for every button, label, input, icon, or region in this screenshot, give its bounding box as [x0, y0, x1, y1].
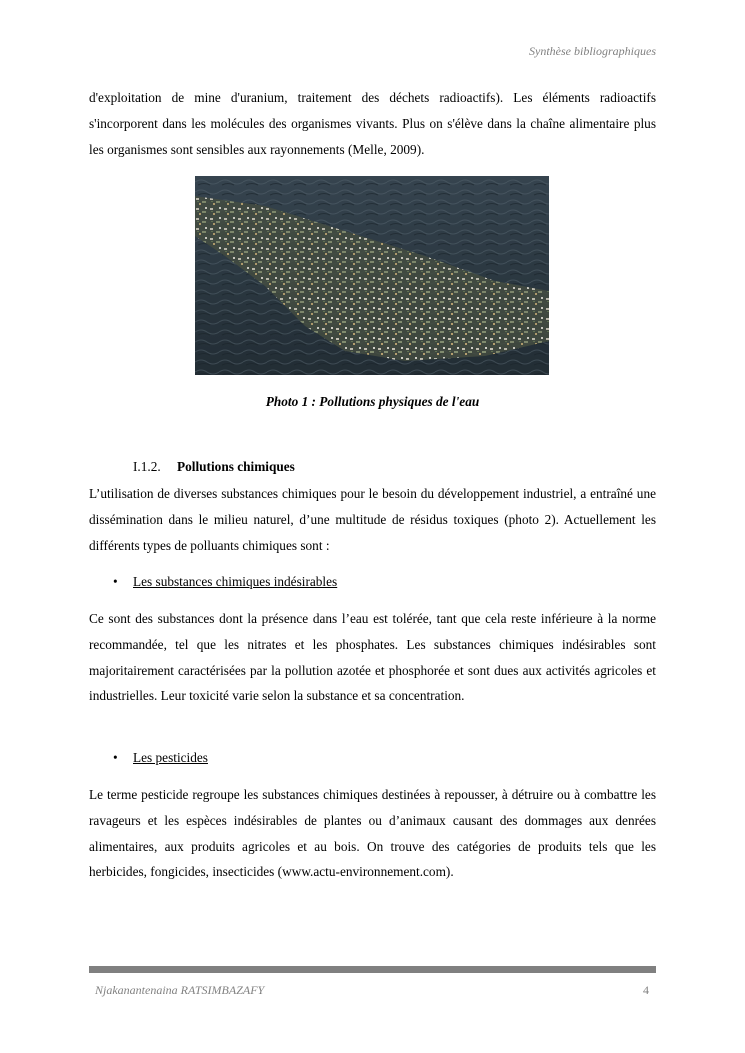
- bullet-item: [113, 750, 208, 766]
- bullet-marker: •: [113, 574, 118, 589]
- item-paragraph: Le terme pesticide regroupe les substances chimiques destinées à repousser, à détruire ou à combattre les ravageurs et les espèces indésirables de plantes ou d’animaux causant des dommages aux denrées alimentaires, aux produits agricoles et au bois. On trouve des catégories de produits tels que les herbicides, fongicides, insecticides (www.actu-environnement.com).: [89, 787, 656, 880]
- bullet-label: Les substances chimiques indésirables: [133, 574, 338, 589]
- footer-author: Njakanantenaina RATSIMBAZAFY: [95, 983, 265, 997]
- section-title: Pollutions chimiques: [177, 459, 295, 474]
- floating-debris-illustration: [195, 176, 549, 375]
- bullet-item: [113, 574, 337, 590]
- running-header: Synthèse bibliographiques: [529, 44, 656, 58]
- intro-paragraph: d'exploitation de mine d'uranium, traitement des déchets radioactifs). Les éléments radioactifs s'incorporent dans les molécules des organismes vivants. Plus on s'élève dans la chaîne alimentaire plus les organismes sont sensibles aux rayonnements (Melle, 2009).: [89, 90, 656, 157]
- water-pollution-photo: [195, 176, 549, 375]
- bullet-marker: •: [113, 750, 118, 765]
- footer-divider: [89, 966, 656, 973]
- item-paragraph: Ce sont des substances dont la présence dans l’eau est tolérée, tant que cela reste inférieure à la norme recommandée, tel que les nitrates et les phosphates. Les substances chimiques indésirables sont majoritairement caractérisées par la pollution azotée et phosphorée et sont dues aux activités agricoles et industrielles. Leur toxicité varie selon la substance et sa concentration.: [89, 611, 656, 704]
- page-number: 4: [643, 983, 649, 997]
- section-number: I.1.2.: [133, 459, 161, 474]
- section-heading: [133, 459, 295, 475]
- photo-caption: Photo 1 : Pollutions physiques de l'eau: [265, 394, 480, 409]
- section-intro-paragraph: L’utilisation de diverses substances chimiques pour le besoin du développement industriel, a entraîné une dissémination dans le milieu naturel, d’une multitude de résidus toxiques (photo 2). Actuellement les différents types de polluants chimiques sont :: [89, 486, 656, 553]
- bullet-label: Les pesticides: [133, 750, 208, 765]
